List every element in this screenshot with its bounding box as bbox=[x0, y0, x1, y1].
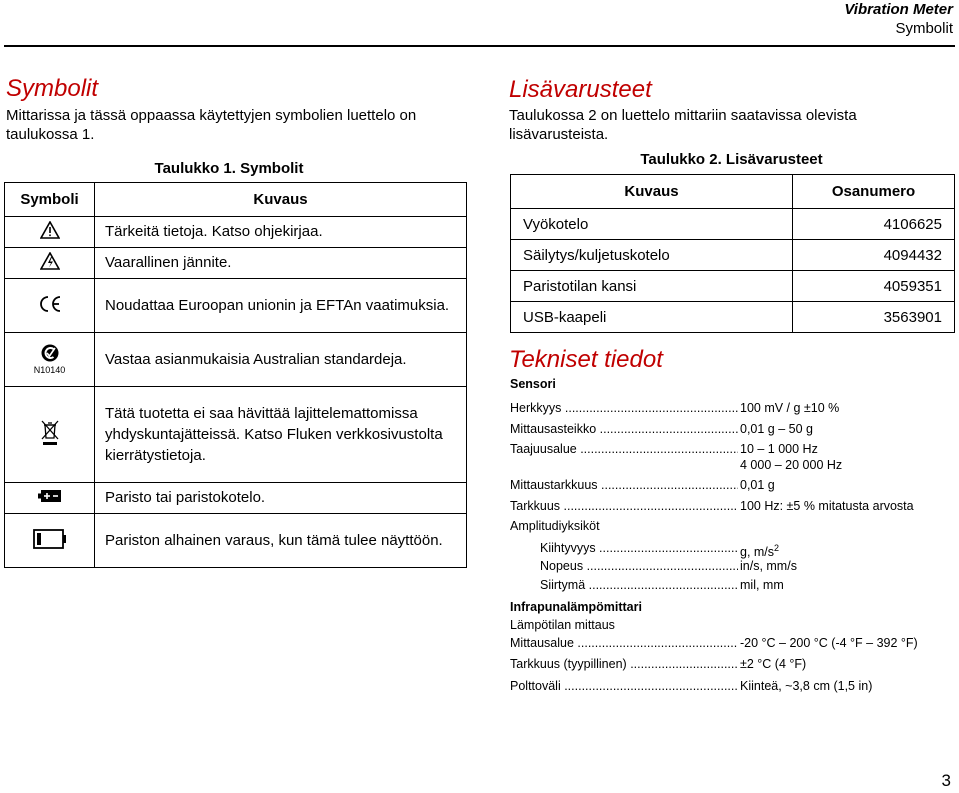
table-row bbox=[5, 333, 467, 387]
table-row bbox=[5, 248, 467, 279]
running-header bbox=[844, 0, 953, 38]
table-row bbox=[5, 217, 467, 248]
low-battery-icon bbox=[33, 536, 67, 553]
spec-subheading: Amplitudiyksiköt bbox=[510, 519, 600, 533]
spec-subheading: Lämpötilan mittaus bbox=[510, 618, 615, 632]
spec-label: Nopeus bbox=[540, 559, 584, 573]
spec-label: Siirtymä bbox=[540, 578, 586, 592]
header-rule bbox=[4, 45, 955, 47]
spec-label: Herkkyys bbox=[510, 401, 562, 415]
spec-value: mil, mm bbox=[740, 578, 784, 592]
c-tick-icon bbox=[34, 343, 66, 375]
warning-icon bbox=[40, 226, 60, 243]
spec-label: Tarkkuus bbox=[510, 499, 561, 513]
spec-heading: Infrapunalämpömittari bbox=[510, 600, 642, 614]
col-header-part-number: Osanumero bbox=[793, 175, 955, 209]
spec-value: g, m/s bbox=[740, 545, 775, 560]
symbol-desc: Tätä tuotetta ei saa hävittää lajittelemattomissa yhdyskuntajätteissä. Katso Fluken verkkosivustolta kierrätystietoja. bbox=[95, 387, 467, 483]
spec-value: ±2 °C (4 °F) bbox=[740, 657, 807, 671]
hazardous-voltage-icon bbox=[40, 257, 60, 274]
specs-title: Tekniset tiedot bbox=[509, 346, 663, 373]
page-number: 3 bbox=[941, 771, 951, 790]
header-section: Symbolit bbox=[895, 20, 953, 37]
symbols-table bbox=[4, 182, 467, 568]
spec-label: Taajuusalue bbox=[510, 442, 577, 456]
battery-icon bbox=[38, 490, 62, 507]
table-row bbox=[511, 240, 955, 271]
symbol-desc: Noudattaa Euroopan unionin ja EFTAn vaatimuksia. bbox=[95, 279, 467, 333]
table-row bbox=[511, 271, 955, 302]
spec-label: Tarkkuus (tyypillinen) bbox=[510, 657, 627, 671]
table-row bbox=[5, 483, 467, 514]
header-product: Vibration Meter bbox=[844, 1, 953, 18]
spec-label: Mittaustarkkuus bbox=[510, 478, 598, 492]
table-row bbox=[5, 279, 467, 333]
accessory-part: 4106625 bbox=[793, 209, 955, 240]
accessory-name: Vyökotelo bbox=[511, 209, 793, 240]
spec-value: in/s, mm/s bbox=[740, 559, 797, 573]
spec-value-superscript: 2 bbox=[774, 543, 780, 553]
table2-caption: Taulukko 2. Lisävarusteet bbox=[640, 151, 823, 168]
spec-label: Mittausasteikko bbox=[510, 422, 597, 436]
weee-bin-icon bbox=[41, 433, 59, 450]
spec-value: 0,01 g – 50 g bbox=[740, 422, 813, 436]
symbols-title: Symbolit bbox=[6, 75, 99, 102]
col-header-symbol: Symboli bbox=[5, 183, 95, 217]
spec-value: 0,01 g bbox=[740, 478, 775, 492]
table-row bbox=[5, 387, 467, 483]
symbol-desc: Vaarallinen jännite. bbox=[95, 248, 467, 279]
table-row bbox=[5, 514, 467, 568]
accessories-title: Lisävarusteet bbox=[509, 76, 652, 103]
symbols-intro: Mittarissa ja tässä oppaassa käytettyjen symbolien luettelo on taulukossa 1. bbox=[6, 107, 417, 143]
spec-label: Kiihtyvyys bbox=[540, 541, 596, 555]
accessories-table bbox=[510, 174, 955, 333]
spec-value: 100 mV / g ±10 % bbox=[740, 401, 840, 415]
col-header-description: Kuvaus bbox=[95, 183, 467, 217]
accessory-name: Paristotilan kansi bbox=[511, 271, 793, 302]
accessory-name: USB-kaapeli bbox=[511, 302, 793, 333]
spec-value: 10 – 1 000 Hz bbox=[740, 442, 818, 456]
col-header-description: Kuvaus bbox=[511, 175, 793, 209]
accessory-part: 4059351 bbox=[793, 271, 955, 302]
symbol-desc: Tärkeitä tietoja. Katso ohjekirjaa. bbox=[95, 217, 467, 248]
spec-label: Mittausalue bbox=[510, 636, 574, 650]
accessory-part: 3563901 bbox=[793, 302, 955, 333]
spec-value: 4 000 – 20 000 Hz bbox=[740, 458, 843, 472]
table1-caption: Taulukko 1. Symbolit bbox=[154, 160, 304, 177]
spec-value: -20 °C – 200 °C (-4 °F – 392 °F) bbox=[740, 636, 918, 650]
spec-value: 100 Hz: ±5 % mitatusta arvosta bbox=[740, 499, 914, 513]
spec-label: Polttoväli bbox=[510, 679, 561, 693]
accessories-intro: Taulukossa 2 on luettelo mittariin saatavissa olevista lisävarusteista. bbox=[509, 107, 857, 143]
ce-mark-icon bbox=[37, 300, 63, 317]
spec-value: Kiinteä, ~3,8 cm (1,5 in) bbox=[740, 679, 873, 693]
symbol-desc: Pariston alhainen varaus, kun tämä tulee näyttöön. bbox=[95, 514, 467, 568]
accessory-name: Säilytys/kuljetuskotelo bbox=[511, 240, 793, 271]
table-row bbox=[511, 302, 955, 333]
table-row bbox=[511, 209, 955, 240]
accessory-part: 4094432 bbox=[793, 240, 955, 271]
symbol-desc: Paristo tai paristokotelo. bbox=[95, 483, 467, 514]
c-tick-number: N10140 bbox=[33, 364, 66, 375]
spec-heading: Sensori bbox=[510, 377, 556, 391]
symbol-desc: Vastaa asianmukaisia Australian standardeja. bbox=[95, 333, 467, 387]
